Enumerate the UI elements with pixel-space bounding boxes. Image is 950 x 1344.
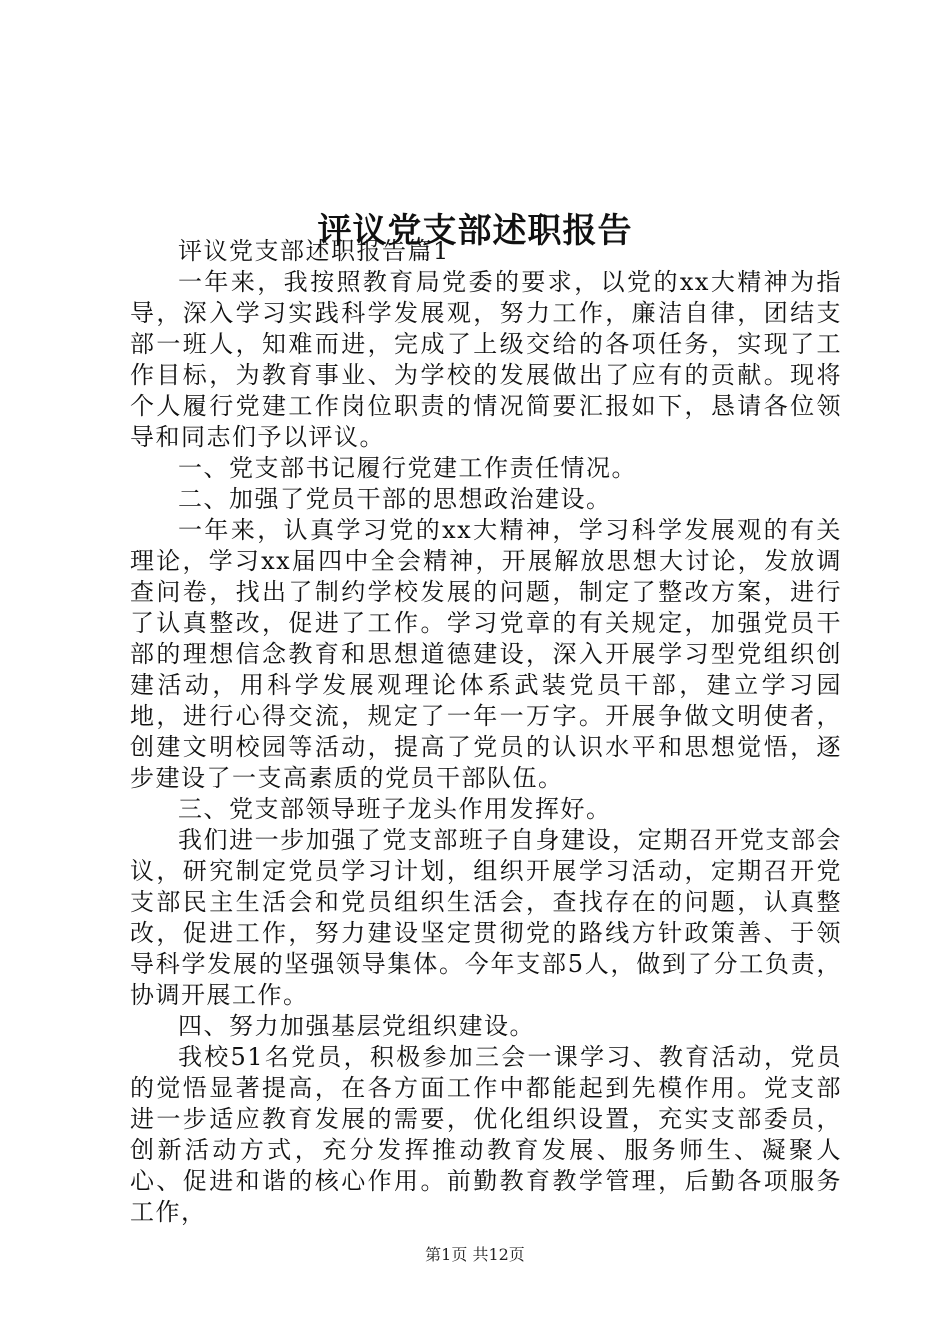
paragraph-section-4: 我校51名党员，积极参加三会一课学习、教育活动，党员的觉悟显著提高，在各方面工作中都能起到先模作用。党支部进一步适应教育发展的需要，优化组织设置，充实支部委员，创新活动方式，充分发挥推动教育发展、服务师生、凝聚人心、促进和谐的核心作用。前勤教育教学管理，后勤各项服务工作， <box>130 1043 842 1226</box>
document-body <box>130 236 842 1228</box>
paragraph-section-3: 我们进一步加强了党支部班子自身建设，定期召开党支部会议，研究制定党员学习计划，组织开展学习活动，定期召开党支部民主生活会和党员组织生活会，查找存在的问题，认真整改，促进工作，努力建设坚定贯彻党的路线方针政策善、于领导科学发展的坚强领导集体。今年支部5人，做到了分工负责，协调开展工作。 <box>130 826 842 1009</box>
section-heading-4: 四、努力加强基层党组织建设。 <box>178 1012 535 1040</box>
section-heading-1: 一、党支部书记履行党建工作责任情况。 <box>178 454 637 482</box>
section-heading-3: 三、党支部领导班子龙头作用发挥好。 <box>178 795 612 823</box>
paragraph-intro: 一年来，我按照教育局党委的要求，以党的xx大精神为指导，深入学习实践科学发展观，努力工作，廉洁自律，团结支部一班人，知难而进，完成了上级交给的各项任务，实现了工作目标，为教育事业、为学校的发展做出了应有的贡献。现将个人履行党建工作岗位职责的情况简要汇报如下，恳请各位领导和同志们予以评议。 <box>130 268 842 451</box>
page-number: 第1页 共12页 <box>425 1245 525 1264</box>
paragraph-heading: 评议党支部述职报告篇1 <box>178 237 450 265</box>
paragraph-section-2: 一年来，认真学习党的xx大精神，学习科学发展观的有关理论，学习xx届四中全会精神，开展解放思想大讨论，发放调查问卷，找出了制约学校发展的问题，制定了整改方案，进行了认真整改，促进了工作。学习党章的有关规定，加强党员干部的理想信念教育和思想道德建设，深入开展学习型党组织创建活动，用科学发展观理论体系武装党员干部，建立学习园地，进行心得交流，规定了一年一万字。开展争做文明使者，创建文明校园等活动，提高了党员的认识水平和思想觉悟，逐步建设了一支高素质的党员干部队伍。 <box>130 516 842 792</box>
section-heading-2: 二、加强了党员干部的思想政治建设。 <box>178 485 612 513</box>
document-title: 评议党支部述职报告 <box>317 210 633 251</box>
